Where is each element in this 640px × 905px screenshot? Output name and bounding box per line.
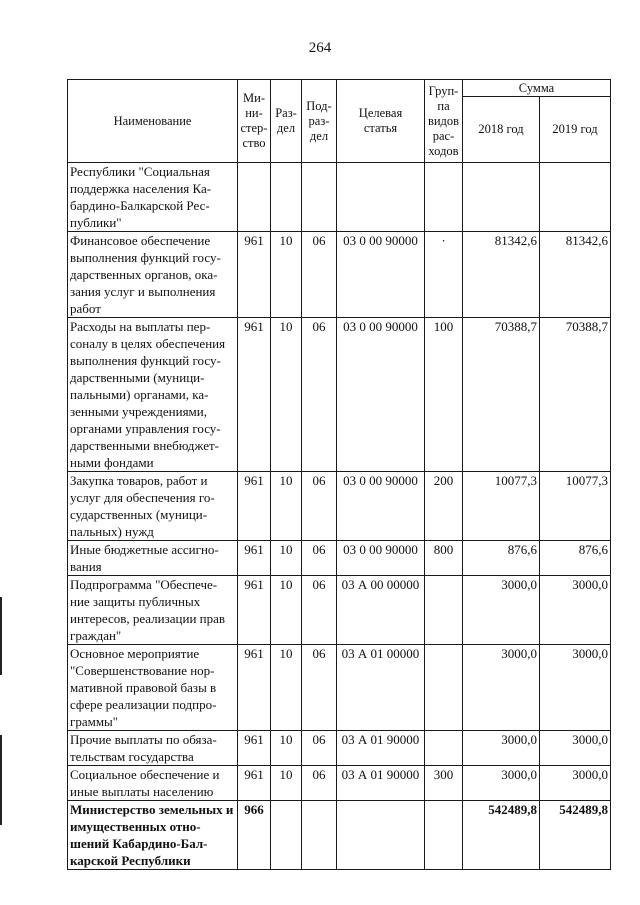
cell-target-article <box>337 163 425 232</box>
cell-section <box>271 163 302 232</box>
cell-expense-group <box>425 576 463 645</box>
cell-expense-group: 200 <box>425 472 463 541</box>
cell-target-article: 03 0 00 90000 <box>337 472 425 541</box>
cell-target-article <box>337 801 425 870</box>
cell-target-article: 03 0 00 90000 <box>337 318 425 472</box>
cell-subsection: 06 <box>302 472 337 541</box>
cell-sum-2019: 542489,8 <box>540 801 611 870</box>
cell-sum-2019 <box>540 163 611 232</box>
cell-target-article: 03 0 00 90000 <box>337 232 425 318</box>
cell-subsection: 06 <box>302 645 337 731</box>
page-number: 264 <box>308 40 332 56</box>
cell-ministry: 961 <box>238 318 271 472</box>
header-target-article: Целевая статья <box>337 80 425 163</box>
cell-name: Основное мероприятие "Совершенствование нор-мативной правовой базы в сфере реализации подпро-граммы" <box>68 645 238 731</box>
cell-sum-2018: 3000,0 <box>463 645 540 731</box>
header-year-2018: 2018 год <box>463 97 540 163</box>
cell-sum-2018 <box>463 163 540 232</box>
cell-expense-group <box>425 801 463 870</box>
table-body <box>68 163 611 870</box>
cell-target-article: 03 А 01 00000 <box>337 645 425 731</box>
table-row <box>68 541 611 576</box>
cell-subsection <box>302 163 337 232</box>
cell-sum-2018: 10077,3 <box>463 472 540 541</box>
cell-ministry: 961 <box>238 232 271 318</box>
table-row <box>68 163 611 232</box>
cell-expense-group <box>425 645 463 731</box>
cell-ministry: 961 <box>238 541 271 576</box>
scan-edge-mark <box>0 735 2 825</box>
cell-sum-2019: 10077,3 <box>540 472 611 541</box>
cell-subsection: 06 <box>302 576 337 645</box>
cell-sum-2018: 3000,0 <box>463 766 540 801</box>
cell-ministry: 961 <box>238 766 271 801</box>
table-row <box>68 576 611 645</box>
cell-ministry: 961 <box>238 472 271 541</box>
header-subsection: Под- раз- дел <box>302 80 337 163</box>
cell-subsection <box>302 801 337 870</box>
cell-expense-group: · <box>425 232 463 318</box>
scan-edge-mark <box>0 597 2 675</box>
cell-section: 10 <box>271 731 302 766</box>
cell-section: 10 <box>271 541 302 576</box>
cell-subsection: 06 <box>302 232 337 318</box>
cell-subsection: 06 <box>302 766 337 801</box>
table-header <box>68 80 611 163</box>
cell-sum-2019: 876,6 <box>540 541 611 576</box>
header-expense-group: Груп- па видов рас- ходов <box>425 80 463 163</box>
cell-expense-group <box>425 163 463 232</box>
cell-name: Министерство земельных и имущественных отно-шений Кабардино-Бал-карской Республики <box>68 801 238 870</box>
cell-sum-2018: 3000,0 <box>463 576 540 645</box>
cell-ministry: 961 <box>238 731 271 766</box>
cell-ministry <box>238 163 271 232</box>
cell-sum-2018: 542489,8 <box>463 801 540 870</box>
cell-section <box>271 801 302 870</box>
table-row <box>68 731 611 766</box>
cell-sum-2019: 81342,6 <box>540 232 611 318</box>
cell-sum-2018: 876,6 <box>463 541 540 576</box>
cell-section: 10 <box>271 318 302 472</box>
cell-name: Закупка товаров, работ и услуг для обеспечения го-сударственных (муници-пальных) нужд <box>68 472 238 541</box>
cell-name: Расходы на выплаты пер-соналу в целях обеспечения выполнения функций госу-дарственными (муници-пальными) органами, ка-зенными учреждениями, органами управления госу-дарственными внебюджет-ными фондами <box>68 318 238 472</box>
header-year-2019: 2019 год <box>540 97 611 163</box>
table-row <box>68 645 611 731</box>
header-section: Раз- дел <box>271 80 302 163</box>
cell-expense-group: 300 <box>425 766 463 801</box>
cell-name: Финансовое обеспечение выполнения функций госу-дарственных органов, ока-зания услуг и выполнения работ <box>68 232 238 318</box>
cell-section: 10 <box>271 472 302 541</box>
cell-ministry: 966 <box>238 801 271 870</box>
cell-name: Республики "Социальная поддержка населения Ка-бардино-Балкарской Рес-публики" <box>68 163 238 232</box>
cell-expense-group: 800 <box>425 541 463 576</box>
cell-sum-2019: 3000,0 <box>540 766 611 801</box>
cell-sum-2018: 70388,7 <box>463 318 540 472</box>
header-ministry: Ми- ни- стер- ство <box>238 80 271 163</box>
cell-target-article: 03 А 01 90000 <box>337 731 425 766</box>
table-row <box>68 766 611 801</box>
table-row <box>68 232 611 318</box>
cell-expense-group <box>425 731 463 766</box>
cell-section: 10 <box>271 766 302 801</box>
cell-subsection: 06 <box>302 318 337 472</box>
table-row <box>68 318 611 472</box>
cell-name: Подпрограмма "Обеспече-ние защиты публичных интересов, реализации прав граждан" <box>68 576 238 645</box>
cell-sum-2019: 3000,0 <box>540 645 611 731</box>
header-name: Наименование <box>68 80 238 163</box>
header-sum: Сумма <box>463 80 611 97</box>
cell-target-article: 03 А 00 00000 <box>337 576 425 645</box>
cell-ministry: 961 <box>238 576 271 645</box>
cell-subsection: 06 <box>302 731 337 766</box>
cell-name: Иные бюджетные ассигно-вания <box>68 541 238 576</box>
cell-ministry: 961 <box>238 645 271 731</box>
cell-sum-2018: 81342,6 <box>463 232 540 318</box>
cell-name: Прочие выплаты по обяза-тельствам государства <box>68 731 238 766</box>
cell-section: 10 <box>271 645 302 731</box>
table-row <box>68 472 611 541</box>
cell-sum-2019: 3000,0 <box>540 731 611 766</box>
cell-section: 10 <box>271 576 302 645</box>
cell-sum-2018: 3000,0 <box>463 731 540 766</box>
cell-target-article: 03 А 01 90000 <box>337 766 425 801</box>
cell-sum-2019: 70388,7 <box>540 318 611 472</box>
cell-expense-group: 100 <box>425 318 463 472</box>
budget-table <box>67 79 611 870</box>
cell-target-article: 03 0 00 90000 <box>337 541 425 576</box>
cell-subsection: 06 <box>302 541 337 576</box>
cell-sum-2019: 3000,0 <box>540 576 611 645</box>
cell-section: 10 <box>271 232 302 318</box>
table-row <box>68 801 611 870</box>
cell-name: Социальное обеспечение и иные выплаты населению <box>68 766 238 801</box>
